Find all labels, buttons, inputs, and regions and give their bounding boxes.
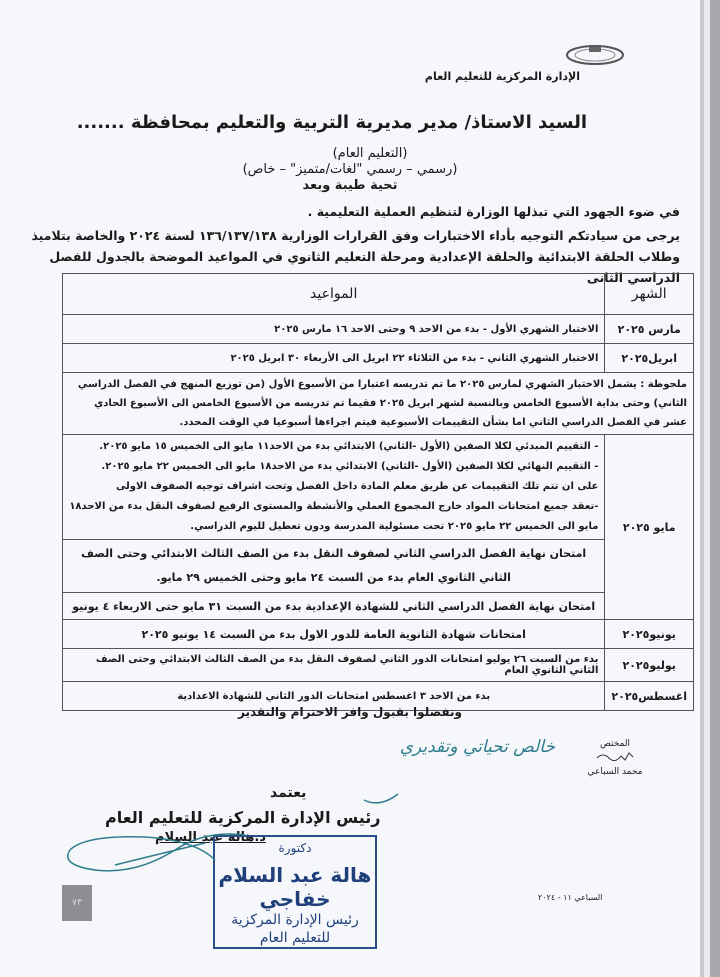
table-row <box>63 540 694 593</box>
approver-signature-icon <box>55 825 255 885</box>
stamp-prefix: دكتورة <box>278 841 312 855</box>
specialist-block <box>575 738 655 778</box>
specialist-signature-icon <box>595 750 635 762</box>
page-number-box: ٧٣ <box>62 885 92 921</box>
paragraph-request: يرجى من سيادتكم التوجيه بأداء الاختبارات وفق القرارات الوزارية ١٣٦/١٣٧/١٣٨ لسنة ٢٠٢٤ والخاصة بتلاميذ وطلاب الحلقة الابتدائية والحلقة الإعدادية ومرحلة التعليم الثانوي في المواعيد الموضحة بالجدول للفصل الدراسي الثانى <box>31 228 680 285</box>
dates-cell: امتحان نهاية الفصل الدراسي الثاني لصفوف النقل بدء من الصف الثالث الابتدائي وحتى الصف الثاني الثانوي العام بدء من السبت ٢٤ مايو وحتى الخميس ٢٩ مايو. <box>63 540 605 593</box>
table-row <box>63 315 694 344</box>
footer-code: السباعي ١١ - ٢٠٢٤ <box>538 893 603 902</box>
may-line: - التقييم النهائي لكلا الصفين (الأول -الثاني) الابتدائي بدء من الاحد١٨ مايو الى الخميس ٢٢ مايو ٢٠٢٥. <box>101 461 599 472</box>
subject-line-2: (رسمي – رسمي "لغات/متميز" – خاص) <box>242 162 458 177</box>
table-row <box>63 593 694 620</box>
table-row <box>63 344 694 373</box>
table-row <box>63 649 694 682</box>
table-row <box>63 435 694 540</box>
ministry-emblem-icon <box>565 44 625 66</box>
closing-line: وتفضلوا بقبول وافر الاحترام والتقدير <box>237 705 463 719</box>
exam-schedule-table <box>62 273 694 711</box>
recipient-line: السيد الاستاذ/ مدير مديرية التربية والتعليم بمحافظة ....... <box>76 112 587 133</box>
pen-stroke-icon <box>360 790 400 810</box>
dates-cell: امتحانات شهادة الثانوية العامة للدور الاول بدء من السبت ١٤ يونيو ٢٠٢٥ <box>63 620 605 649</box>
department-name: الإدارة المركزية للتعليم العام <box>424 70 580 83</box>
header-dates: المواعيد <box>63 274 605 315</box>
may-line: على ان تتم تلك التقييمات عن طريق معلم المادة داخل الفصل وتحت اشراف توجيه الصفوف الاولى <box>115 481 599 492</box>
month-cell: اغسطس٢٠٢٥ <box>605 682 694 711</box>
dates-cell: الاختبار الشهري الثاني - بدء من الثلاثاء ٢٢ ابريل الى الأربعاء ٣٠ ابريل ٢٠٢٥ <box>63 344 605 373</box>
subject-line-1: (التعليم العام) <box>332 146 408 161</box>
greeting: تحية طيبة وبعد <box>302 178 398 193</box>
approval-label: يعتمد <box>270 785 307 801</box>
signer-name: د.هالة عبد السلام <box>155 830 266 845</box>
may-line: - التقييم المبدئي لكلا الصفين (الأول -الثاني) الابتدائي بدء من الاحد١١ مايو الى الخميس ١٥ مايو ٢٠٢٥. <box>99 441 599 452</box>
page-edge <box>710 0 720 977</box>
month-cell: مارس ٢٠٢٥ <box>605 315 694 344</box>
dates-cell: بدء من السبت ٢٦ يوليو امتحانات الدور الثاني لصفوف النقل بدء من الصف الثالث الابتدائي وحتى الصف الثاني الثانوي العام <box>63 649 605 682</box>
stamp-title-1: رئيس الإدارة المركزية <box>231 912 359 928</box>
month-cell: مايو ٢٠٢٥ <box>605 435 694 620</box>
specialist-name: محمد السباعي <box>587 767 643 777</box>
dates-cell: الاختبار الشهري الأول - بدء من الاحد ٩ وحتى الاحد ١٦ مارس ٢٠٢٥ <box>63 315 605 344</box>
table-row-note <box>63 373 694 435</box>
dates-cell <box>63 435 605 540</box>
paragraph-intro: في ضوء الجهود التي تبذلها الوزارة لتنظيم العملية التعليمية . <box>307 204 680 219</box>
handwritten-note: خالص تحياتي وتقديري <box>399 737 555 757</box>
note-cell: ملحوظة : يشمل الاختبار الشهري لمارس ٢٠٢٥ ما تم تدريسه اعتبارا من الأسبوع الأول (من توزيع المنهج في الفصل الدراسي الثاني) وحتى بداية الأسبوع الخامس وبالنسبة لشهر ابريل ٢٠٢٥ فقيما تم تدريسه من الأسبوع الخامس الى الأسبوع الحادي عشر في الفصل الدراسي الثاني اما بشأن التقييمات الأسبوعية فيتم اجراءها أسبوعيا في الوقت المحدد. <box>63 373 694 435</box>
specialist-title: المختص <box>600 739 630 749</box>
approver-title: رئيس الإدارة المركزية للتعليم العام <box>105 808 381 827</box>
dates-cell: بدء من الاحد ٣ اغسطس امتحانات الدور الثاني للشهادة الاعدادية <box>63 682 605 711</box>
month-cell: ابريل٢٠٢٥ <box>605 344 694 373</box>
stamp-title-2: للتعليم العام <box>259 930 331 946</box>
dates-cell: امتحان نهاية الفصل الدراسي الثاني للشهادة الإعدادية بدء من السبت ٣١ مايو حتى الاربعاء ٤ يونيو <box>63 593 605 620</box>
stamp-name: هالة عبد السلام خفاجي <box>218 863 372 911</box>
month-cell: يوليو٢٠٢٥ <box>605 649 694 682</box>
table-header-row <box>63 274 694 315</box>
table-row <box>63 620 694 649</box>
month-cell: يونيو٢٠٢٥ <box>605 620 694 649</box>
header-month: الشهر <box>605 274 694 315</box>
may-line: -تعقد جميع امتحانات المواد خارج المجموع العملي والأنشطة والمستوى الرفيع لصفوف النقل بدء من الاحد١٨ مايو الى الخميس ٢٢ مايو ٢٠٢٥ تحت مسئولية المدرسة ودون تعطيل لليوم الدراسي. <box>69 501 599 532</box>
